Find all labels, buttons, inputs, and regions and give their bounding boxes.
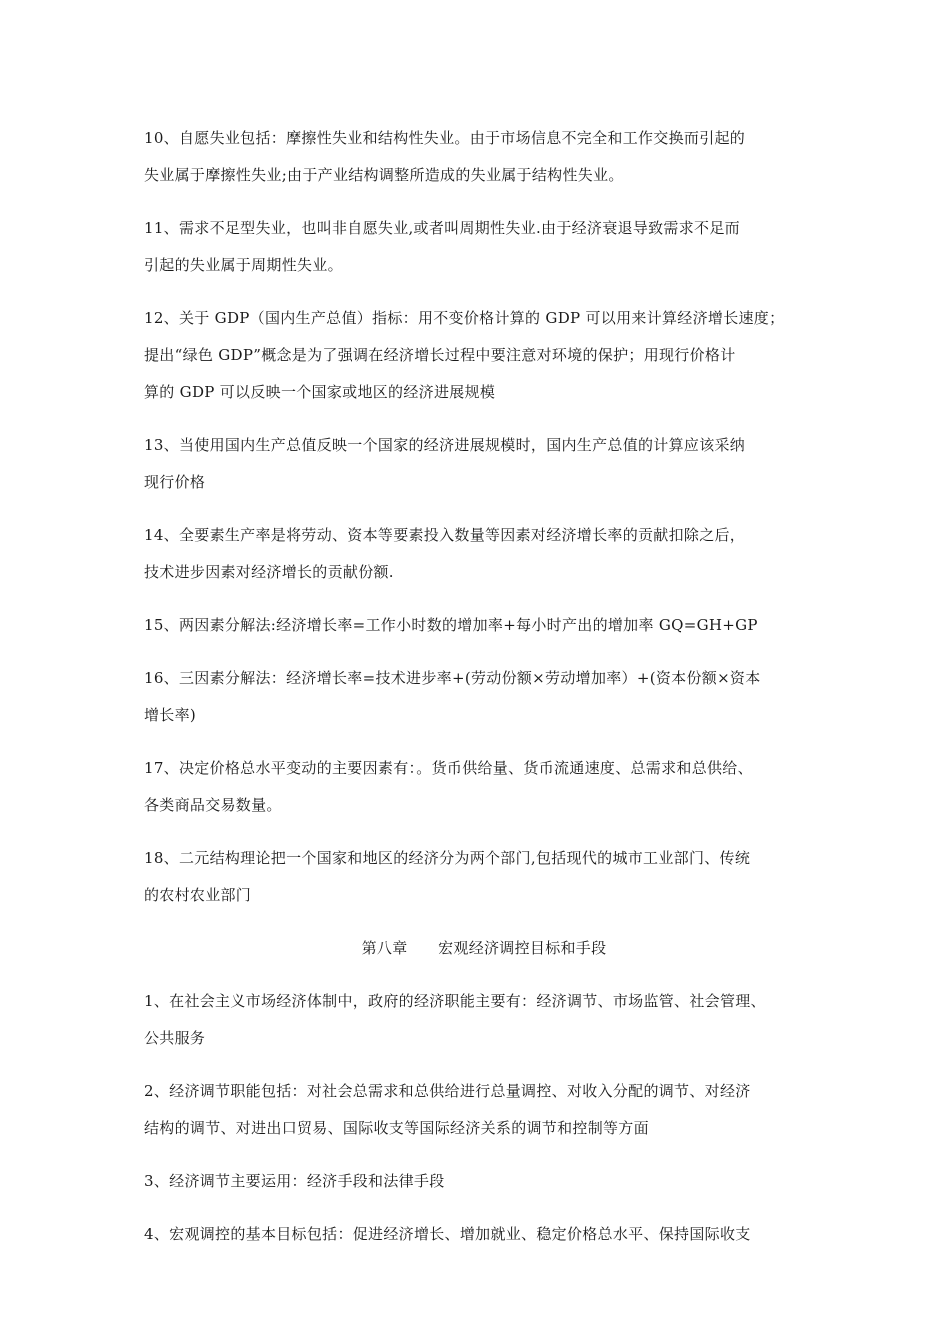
text-line: 的农村农业部门 xyxy=(144,886,252,904)
text-line: 算的 GDP 可以反映一个国家或地区的经济进展规模 xyxy=(144,383,496,401)
paragraph-11 xyxy=(144,210,824,284)
text-line: 1、在社会主义市场经济体制中，政府的经济职能主要有：经济调节、市场监管、社会管理、 xyxy=(144,992,766,1010)
chapter-item-2 xyxy=(144,1073,824,1147)
text-line: 提出“绿色 GDP”概念是为了强调在经济增长过程中要注意对环境的保护；用现行价格计 xyxy=(144,346,736,364)
text-line: 10、自愿失业包括：摩擦性失业和结构性失业。由于市场信息不完全和工作交换而引起的 xyxy=(144,129,746,147)
text-line: 公共服务 xyxy=(144,1029,206,1047)
text-line: 增长率) xyxy=(144,706,197,724)
paragraph-16 xyxy=(144,660,824,734)
text-line: 16、三因素分解法：经济增长率=技术进步率+(劳动份额×劳动增加率）+(资本份额×资本 xyxy=(144,669,761,687)
text-line: 11、需求不足型失业，也叫非自愿失业,或者叫周期性失业.由于经济衰退导致需求不足而 xyxy=(144,219,740,237)
text-line: 各类商品交易数量。 xyxy=(144,796,282,814)
text-line: 18、二元结构理论把一个国家和地区的经济分为两个部门,包括现代的城市工业部门、传统 xyxy=(144,849,751,867)
text-line: 4、宏观调控的基本目标包括：促进经济增长、增加就业、稳定价格总水平、保持国际收支 xyxy=(144,1225,751,1243)
paragraph-12 xyxy=(144,300,824,411)
paragraph-15 xyxy=(144,607,824,644)
text-line: 现行价格 xyxy=(144,473,206,491)
chapter-item-3 xyxy=(144,1163,824,1200)
text-line: 12、关于 GDP（国内生产总值）指标：用不变价格计算的 GDP 可以用来计算经济增长速度； xyxy=(144,309,785,327)
chapter-item-4 xyxy=(144,1216,824,1253)
text-line: 13、当使用国内生产总值反映一个国家的经济进展规模时，国内生产总值的计算应该采纳 xyxy=(144,436,746,454)
chapter-heading: 第八章 宏观经济调控目标和手段 xyxy=(361,939,607,957)
text-line: 引起的失业属于周期性失业。 xyxy=(144,256,343,274)
text-line: 17、决定价格总水平变动的主要因素有：。货币供给量、货币流通速度、总需求和总供给、 xyxy=(144,759,753,777)
text-line: 结构的调节、对进出口贸易、国际收支等国际经济关系的调节和控制等方面 xyxy=(144,1119,649,1137)
chapter-item-1 xyxy=(144,983,824,1057)
paragraph-10 xyxy=(144,120,824,194)
paragraph-14 xyxy=(144,517,824,591)
text-line: 技术进步因素对经济增长的贡献份额. xyxy=(144,563,394,581)
paragraph-18 xyxy=(144,840,824,914)
text-line: 3、经济调节主要运用：经济手段和法律手段 xyxy=(144,1172,445,1190)
paragraph-13 xyxy=(144,427,824,501)
text-line: 14、全要素生产率是将劳动、资本等要素投入数量等因素对经济增长率的贡献扣除之后， xyxy=(144,526,746,544)
text-line: 2、经济调节职能包括：对社会总需求和总供给进行总量调控、对收入分配的调节、对经济 xyxy=(144,1082,751,1100)
document-body xyxy=(144,120,824,1253)
text-line: 失业属于摩擦性失业;由于产业结构调整所造成的失业属于结构性失业。 xyxy=(144,166,624,184)
paragraph-17 xyxy=(144,750,824,824)
text-line: 15、两因素分解法:经济增长率=工作小时数的增加率+每小时产出的增加率 GQ=GH+GP xyxy=(144,616,758,634)
